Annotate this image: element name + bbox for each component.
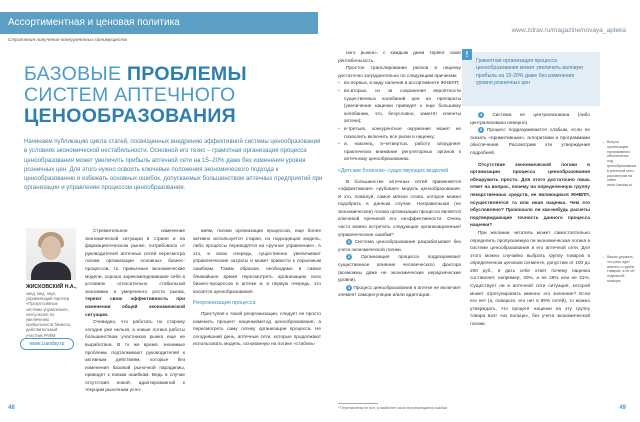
- author-name: ЖИСКОВСКИЙ Н.А.,: [26, 284, 77, 290]
- info-callout-text: Грамотная организация процесса ценообразования может увеличить валовую прибыль на 15-20% даже без изменения уровня розничных цен: [476, 58, 584, 86]
- numbered-item: 3 Процесс ценообразования в аптеке не включает элемент саморегуляции и/или адаптации.: [338, 284, 461, 299]
- paragraph: Стремительное изменение экономической ситуации в стране и на фармацевтическом рынке, потребовало от руководителей аптечных сетей пересмотра логики организации основных бизнес-процессов, т.к. привычные экономические модели, хорошо зарекомендовавшие себя в условиях относительно стабильной экономики и умеренного роста рынка, теряют свою эффективность при изменении общей экономической ситуации.: [85, 229, 185, 318]
- text-column-1: [85, 228, 185, 398]
- reasons-list: [338, 80, 461, 164]
- paragraph: Отсутствие экономической логики в организации процесса ценообразования обнаружить просто. Для этого достаточно лишь ответ на вопрос, почему на определенную группу лекарственных средств, не являющихся ЖНВЛП, осуществляется та или иная наценка. Чем это обусловлено? Произошло ли как-нибудь расчеты подтверждающие точность данного процесса наценки?: [470, 162, 590, 229]
- section-header: Ассортиментная и ценовая политика: [0, 12, 318, 34]
- paragraph: Очевидно, что работать по старому сегодня уже нельзя, а новые логика работы большинством участников рынка еще не выработана. В то же время, значимые проблемы подталкивают руководителей к активным действиям, которые без изменения базовой рыночной парадигмы, приводят к новым ошибкам. Ведь в случае отсутствия новой, адаптированной к текущим рыночным усло-: [85, 320, 185, 394]
- title-line1a: БАЗОВЫЕ: [24, 63, 127, 85]
- title-line2: СИСТЕМ АПТЕЧНОГО: [24, 84, 236, 106]
- paragraph: Простое транслирование рисков в наценку достаточно затруднительно по следующим причинам:: [338, 66, 461, 79]
- text-column-3: [338, 50, 461, 402]
- arrow-right-icon: →: [600, 254, 605, 260]
- author-link[interactable]: www.Lianday.ru: [20, 338, 74, 350]
- numbered-item: 5 Процесс подразумевается слабым, если не сказать «примитивным», алгоритмам и программами обеспечения. Рассмотрим эти утверждения подробней.: [470, 127, 590, 156]
- footnote-divider: [338, 403, 378, 404]
- list-item: • в-третьих, конкурентное окружение может не позволить включить все риски в наценку;: [338, 126, 461, 141]
- list-item: • и, наконец, в-четвертых, работу затрудняет практически внимание регуляторных органов к аптечному ценообразованию.: [338, 141, 461, 164]
- side-note: Важно держать, что речь идет именно о группе товаров, а не об отдельной позиции: [607, 255, 635, 283]
- paragraph: виям, логики организации процессов, еще более активно используется старая, но подходящая модель, либо процессы переводятся на «ручное управление». А это, в свою очередь, существенно увеличивает управленческие затраты и может привести к серьезным ошибкам. Таким образом, необходимо в самое ближайшее время пересмотреть организацию всех бизнес-процессов в аптеке и, в первую очередь, это касается ценообразования.: [193, 229, 321, 295]
- section-heading: Реорганизация процесса: [193, 300, 256, 307]
- title-line3: ЦЕНООБРАЗОВАНИЯ: [24, 105, 236, 127]
- list-item: • во-вторых, из за сохранения вероятности существенных колебаний цен на препараты (увеличение наценки приведет к еще большему колебанию, что, безусловно, заметят клиенты аптеки);: [338, 88, 461, 126]
- author-photo: [26, 228, 76, 280]
- text-column-2: [193, 228, 321, 398]
- site-url[interactable]: www.zdrav.ru/magazine/novaya_apteka: [511, 27, 626, 34]
- numbered-item: 2 Организация процесса подразумевает существенное влияние человеческого фактора (возможны даже не экономические иерархические уровни).: [338, 254, 461, 284]
- arrow-right-icon: →: [600, 139, 605, 145]
- section-subtitle: Стратегия получения конкурентных преимуществ: [8, 38, 127, 43]
- numbered-item: 4 Система не централизована (либо централизовано неверно).: [470, 112, 590, 126]
- article-title: [24, 64, 254, 127]
- paragraph: Приступая к такой реорганизации, следует не просто изменить процент наценки/метод ценообразования, а пересмотреть саму логику организации процесса. Не сегодняшний день, аптечные сети, которые продолжают использовать модель, основанную на логике «стабиль-: [193, 311, 321, 348]
- list-item: • во-первых, в виду наличия в ассортименте ЖНВЛП;: [338, 80, 461, 88]
- author-bio: канд. мед. наук, управляющий партнер «Прогрессивные системы управления», консультант по увеличению прибыльности бизнеса, действительный участник РАФМ: [26, 291, 71, 338]
- side-note: Вопрос организации программного обеспечения под ценообразование в аптечной сети рассмотрим на сайте www.Lianday.ru: [607, 140, 637, 188]
- exclamation-icon: !: [462, 49, 472, 60]
- numbered-item: 1 Система ценообразования разрабатывает без учета экономической логики.: [338, 239, 461, 253]
- title-line1b: ПРОБЛЕМЫ: [126, 63, 247, 85]
- paragraph: При желании читатель может самостоятельно определить пропускаемую пи экономическая логика в системе ценообразования в его аптечной сети. Для этого можно случайно выбрать группу товаров в определенном ценовом сегменте, допустим от 100 до 200 руб., и дать себе ответ почему наценка составляет, например, 30%, а не 28% или не 31%. Существует ли в аптечной сети ситуация, которой может отрегулировать именно это значение? Если его нет (а, поверьте, его нет в 99% сетей), то можно утверждать, что процент наценки на эту группу товара взят «из пальца», без учета экономической логики.: [470, 230, 590, 328]
- info-callout: [462, 52, 600, 106]
- article-lead: Начинаем публикацию цикла статей, посвященных внедрению эффективной системы ценообразования в условиях экономической нестабильности. Основной его тезис – грамотная организация процесса ценообразования может увеличить прибыль аптечной сети на 15–20% даже без изменения уровня розничных цен. Для этого нужно освоить ключевые положения экономического подхода к ценообразованию и избежать основных ошибок, допускаемых большинством аптечных предприятий при организации и управлении процессом ценообразования.: [24, 138, 323, 192]
- page-number-left: 48: [8, 405, 15, 411]
- section-heading: «Детские болезни» существующих моделей: [338, 167, 449, 174]
- footnote: * Перечислены не все, а наиболее часто встречающиеся ошибки: [338, 406, 448, 410]
- paragraph: В большинстве аптечных сетей применяется «эффективная» «рубовая» модель ценообразования. И это, пожалуй, самое мягкое слово, которое можно подобрать в данном случае. Неправильная (не экономическая) логика организации процесса является ключевой причиной его неэффективности. Очень часто можно встретить следующие организационные/управленческие ошибки*:: [338, 179, 461, 238]
- text-column-4: [470, 112, 590, 400]
- paragraph: ного рынка», с каждым днем теряют свою рентабельность.: [338, 51, 461, 64]
- page-number-right: 49: [619, 405, 626, 411]
